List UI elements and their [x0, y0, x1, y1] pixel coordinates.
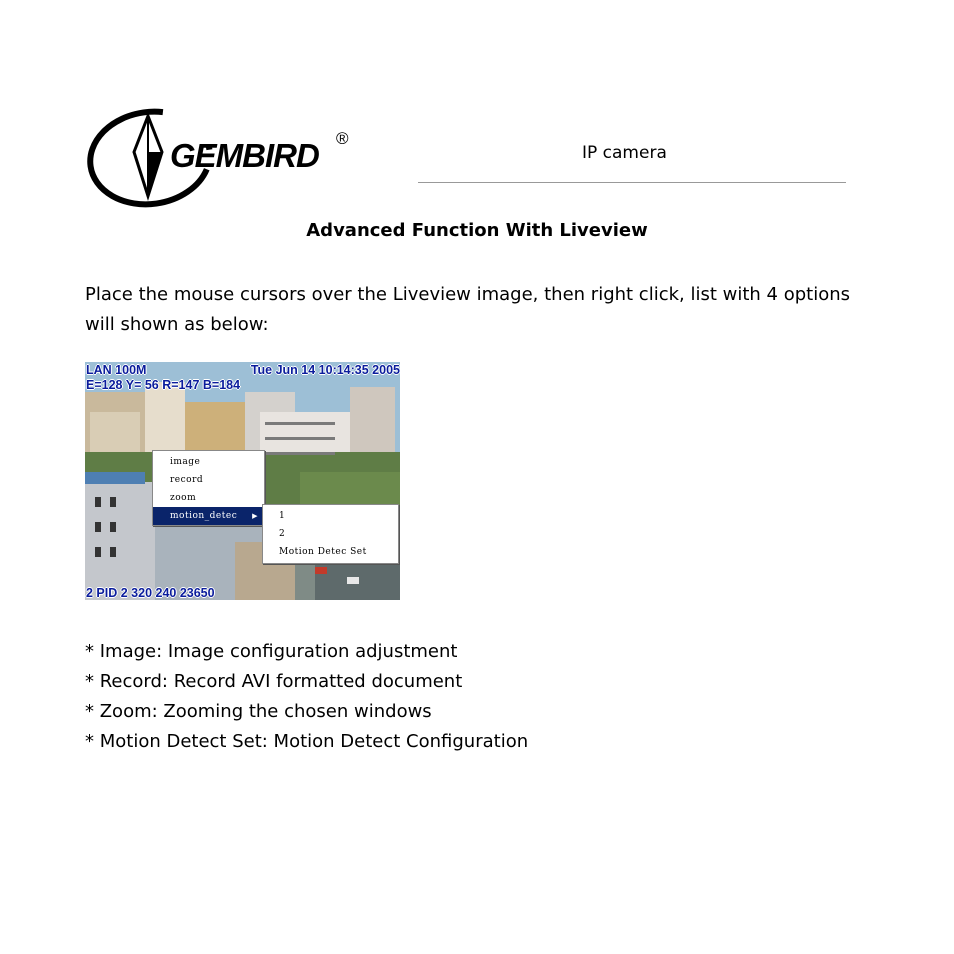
intro-paragraph: Place the mouse cursors over the Liveview image, then right click, list with 4 options will shown as below:	[85, 284, 851, 335]
note-zoom: * Zoom: Zooming the chosen windows	[85, 701, 432, 722]
osd-stream-info: 2 PID 2 320 240 23650	[86, 585, 215, 600]
motion-detec-submenu	[262, 504, 399, 564]
osd-color-values: E=128 Y= 56 R=147 B=184	[86, 378, 241, 392]
menu-item-motion-detec[interactable]	[153, 507, 264, 525]
submenu-arrow-icon: ▶	[252, 512, 258, 520]
note-image: * Image: Image configuration adjustment	[85, 641, 458, 662]
submenu-item-motion-detec-set[interactable]: Motion Detec Set	[279, 547, 367, 557]
option-descriptions	[85, 637, 528, 757]
menu-item-image[interactable]: image	[170, 457, 201, 467]
brand-name: GEMBIRD	[170, 137, 319, 174]
osd-network-status: LAN 100M	[86, 363, 147, 377]
registered-mark: ®	[336, 129, 349, 148]
submenu-item-2[interactable]: 2	[279, 529, 286, 539]
menu-item-zoom[interactable]: zoom	[170, 493, 197, 503]
note-motion-detect-set: * Motion Detect Set: Motion Detect Configuration	[85, 731, 529, 752]
menu-item-label: motion_detec	[170, 511, 238, 521]
context-menu	[152, 450, 265, 526]
product-label: IP camera	[582, 143, 667, 163]
liveview-screenshot[interactable]	[85, 362, 400, 600]
menu-item-record[interactable]: record	[170, 475, 204, 485]
page-title: Advanced Function With Liveview	[306, 220, 648, 241]
note-record: * Record: Record AVI formatted document	[85, 671, 463, 692]
header-divider	[418, 182, 846, 183]
osd-timestamp: Tue Jun 14 10:14:35 2005	[250, 363, 400, 377]
submenu-item-1[interactable]: 1	[279, 511, 286, 521]
